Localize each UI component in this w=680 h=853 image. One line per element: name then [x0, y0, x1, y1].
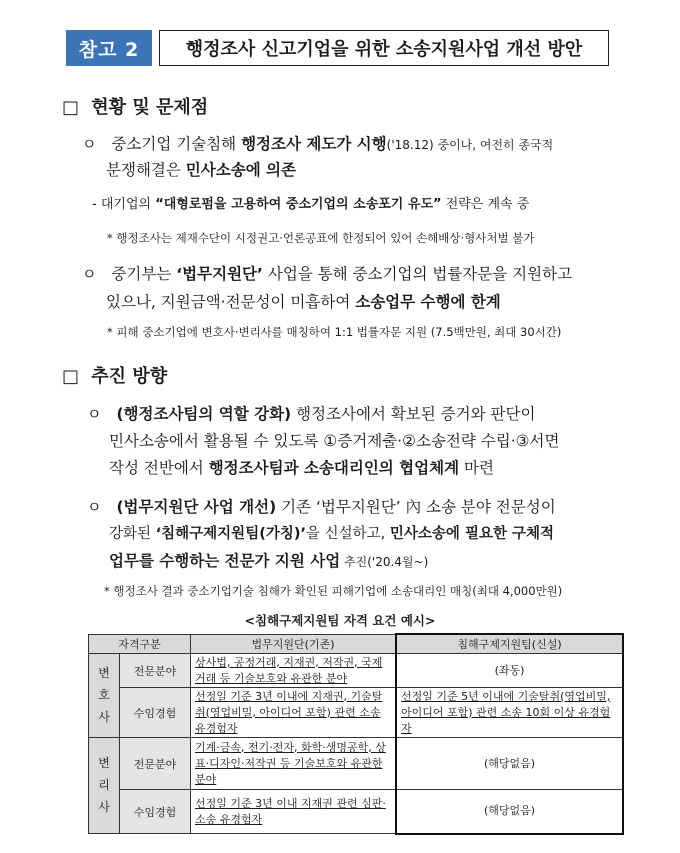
bold-span: (행정조사팀의 역할 강화)	[116, 405, 292, 423]
new-cell: (좌동)	[396, 654, 623, 688]
group-label: 변호사	[98, 666, 110, 724]
text-span: 있으나, 지원금액·전문성이 미흡하여	[106, 293, 356, 311]
table-row	[89, 688, 624, 738]
text-span: 기존 ‘법무지원단’ 內 소송 분야 전문성이	[276, 498, 556, 516]
bold-span: ‘침해구제지원팀(가칭)’	[155, 526, 306, 542]
text-span: 분쟁해결은	[106, 161, 186, 179]
paragraph-line	[109, 522, 554, 543]
text-span: 작성 전반에서	[109, 459, 209, 477]
bold-span: 소송업무 수행에 한계	[355, 293, 501, 311]
section-heading-direction	[62, 362, 167, 388]
document-title: 행정조사 신고기업을 위한 소송지원사업 개선 방안	[159, 30, 609, 66]
bold-span: 행정조사팀과 소송대리인의 협업체계	[208, 459, 460, 477]
new-cell: (해당없음)	[396, 790, 623, 834]
paragraph-line	[87, 402, 535, 424]
existing-cell	[191, 688, 397, 738]
bullet-icon: ㅇ	[82, 135, 97, 153]
bold-span: 민사소송에 필요한 구체적	[389, 526, 555, 542]
header-new: 침해구제지원팀(신설)	[396, 634, 623, 654]
row-label: 전문분야	[120, 738, 191, 790]
bullet-icon: ㅇ	[87, 405, 102, 423]
text-span: 마련	[459, 459, 494, 477]
section-heading-status	[62, 93, 208, 119]
bold-span: (법무지원단 사업 개선)	[116, 498, 277, 516]
bold-span: 행정조사 제도가 시행	[241, 135, 387, 153]
paragraph-line	[109, 456, 494, 478]
table-header-row	[89, 634, 624, 654]
text-span: - 대기업의	[92, 197, 156, 212]
section-title: 현황 및 문제점	[91, 97, 209, 118]
cell-text: 선정일 기준 3년 이내에 지재권, 기술탈취(영업비밀, 아이디어 포함) 관련 소송 유경험자	[195, 689, 383, 735]
reference-tag: 참고 2	[66, 30, 152, 66]
new-cell: (해당없음)	[396, 738, 623, 790]
section-checkbox-icon: □	[62, 366, 80, 387]
table-row	[89, 738, 624, 790]
text-span: 추진('20.4월~)	[340, 555, 429, 569]
text-span: ('18.12) 중이나, 여전히 종국적	[386, 138, 554, 152]
new-cell	[396, 688, 623, 738]
header-existing: 법무지원단(기존)	[191, 634, 397, 654]
row-label: 수임경험	[120, 790, 191, 834]
bold-span: 업무를 수행하는 전문가 지원 사업	[109, 552, 341, 570]
group-patent-attorney	[89, 738, 120, 834]
row-label: 수임경험	[120, 688, 191, 738]
cell-text: 기계·금속, 전기·전자, 화학·생명공학, 상표·디자인·저작권 등 기술보호와 유관한 분야	[195, 740, 386, 786]
table-row	[89, 790, 624, 834]
table-caption: <침해구제지원팀 자격 요건 예시>	[244, 613, 436, 628]
group-label: 변리사	[98, 756, 110, 814]
paragraph-line	[82, 262, 572, 284]
qualification-table	[88, 633, 624, 835]
paragraph-line	[106, 290, 501, 312]
existing-cell	[191, 790, 397, 834]
text-span: 행정조사에서 확보된 증거와 판단이	[291, 405, 536, 423]
header-category: 자격구분	[89, 634, 191, 654]
section-checkbox-icon: □	[62, 97, 80, 118]
existing-cell	[191, 738, 397, 790]
cell-text: 상사법, 공정거래, 지재권, 저작권, 국제거래 등 기술보호와 유관한 분야	[195, 655, 383, 685]
paragraph-line	[87, 495, 556, 517]
paragraph-line: 민사소송에서 활용될 수 있도록 ①증거제출·②소송전략 수립·③서면	[109, 432, 560, 450]
text-span: 전략은 계속 중	[441, 197, 530, 212]
text-span: 강화된	[109, 526, 156, 542]
bold-span: ‘법무지원단’	[176, 265, 263, 283]
existing-cell	[191, 654, 397, 688]
cell-text: 선정일 기준 5년 이내에 기술탈취(영업비밀, 아이디어 포함) 관련 소송 10회 이상 유경험자	[401, 689, 611, 735]
bold-span: 민사소송에 의존	[185, 161, 297, 179]
bullet-icon: ㅇ	[82, 265, 97, 283]
footnote: * 행정조사 결과 중소기업기술 침해가 확인된 피해기업에 소송대리인 매칭(최대 4,000만원)	[104, 584, 563, 598]
group-lawyer	[89, 654, 120, 738]
bullet-icon: ㅇ	[87, 498, 102, 516]
footnote: * 피해 중소기업에 변호사·변리사를 매칭하여 1:1 법률자문 지원 (7.5백만원, 최대 30시간)	[107, 325, 562, 339]
table-row	[89, 654, 624, 688]
text-span: 사업을 통해 중소기업의 법률자문을 지원하고	[262, 265, 573, 283]
text-span: 중소기업 기술침해	[111, 135, 242, 153]
row-label: 전문분야	[120, 654, 191, 688]
paragraph-line	[106, 158, 296, 180]
footnote: * 행정조사는 제재수단이 시정권고·언론공표에 한정되어 있어 손해배상·형사처벌 불가	[107, 231, 535, 245]
cell-text: 선정일 기준 3년 이내 지재권 관련 심판·소송 유경험자	[195, 796, 386, 826]
text-span: 을 신설하고,	[305, 526, 390, 542]
section-title: 추진 방향	[91, 366, 168, 387]
bold-span: “대형로펌을 고용하여 중소기업의 소송포기 유도”	[155, 197, 442, 212]
dash-item	[92, 193, 529, 212]
paragraph-line	[109, 549, 428, 571]
text-span: 중기부는	[111, 265, 177, 283]
paragraph-line	[82, 132, 553, 154]
